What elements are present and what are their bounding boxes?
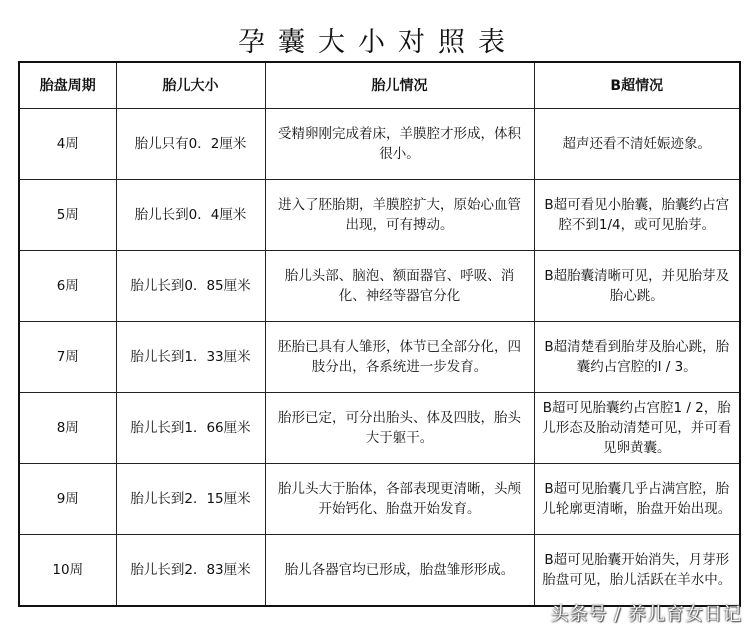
- cell-ultrasound: B超可见胎囊几乎占满宫腔，胎儿轮廓更清晰，胎盘开始出现。: [534, 464, 740, 535]
- cell-fetal-size: 胎儿长到2．83厘米: [116, 535, 265, 607]
- cell-ultrasound: B超可看见小胎囊，胎囊约占宫腔不到1/4，或可见胎芽。: [534, 180, 740, 251]
- header-fetal-condition: 胎儿情况: [265, 62, 534, 109]
- cell-fetal-size: 胎儿只有0．2厘米: [116, 109, 265, 180]
- cell-fetal-size: 胎儿长到0．85厘米: [116, 251, 265, 322]
- cell-ultrasound: 超声还看不清妊娠迹象。: [534, 109, 740, 180]
- gestational-sac-size-table: [18, 61, 741, 607]
- cell-week: 9周: [19, 464, 116, 535]
- cell-ultrasound: B超胎囊清晰可见，并见胎芽及胎心跳。: [534, 251, 740, 322]
- table-row: [19, 322, 740, 393]
- table-row: [19, 393, 740, 464]
- cell-ultrasound: B超可见胎囊约占宫腔1 / 2，胎儿形态及胎动清楚可见，并可看见卵黄囊。: [534, 393, 740, 464]
- cell-fetal-condition: 胎形已定，可分出胎头、体及四肢，胎头大于躯干。: [265, 393, 534, 464]
- cell-week: 8周: [19, 393, 116, 464]
- cell-fetal-condition: 胎儿头大于胎体，各部表现更清晰，头颅开始钙化、胎盘开始发育。: [265, 464, 534, 535]
- table-row: [19, 251, 740, 322]
- header-fetal-size: 胎儿大小: [116, 62, 265, 109]
- cell-fetal-condition: 胎儿头部、脑泡、额面器官、呼吸、消化、神经等器官分化: [265, 251, 534, 322]
- cell-week: 10周: [19, 535, 116, 607]
- cell-fetal-condition: 胎儿各器官均已形成，胎盘雏形形成。: [265, 535, 534, 607]
- cell-week: 5周: [19, 180, 116, 251]
- header-placenta-week: 胎盘周期: [19, 62, 116, 109]
- cell-ultrasound: B超清楚看到胎芽及胎心跳，胎囊约占宫腔的l / 3。: [534, 322, 740, 393]
- cell-fetal-condition: 受精卵刚完成着床，羊膜腔才形成，体积很小。: [265, 109, 534, 180]
- table-body: [19, 109, 740, 607]
- cell-fetal-condition: 胚胎已具有人雏形，体节已全部分化，四肢分出，各系统进一步发育。: [265, 322, 534, 393]
- table-row: [19, 535, 740, 607]
- table-row: [19, 109, 740, 180]
- cell-fetal-size: 胎儿长到1．33厘米: [116, 322, 265, 393]
- cell-ultrasound: B超可见胎囊开始消失，月芽形胎盘可见，胎儿活跃在羊水中。: [534, 535, 740, 607]
- table-header-row: [19, 62, 740, 109]
- table-row: [19, 180, 740, 251]
- page-title: 孕囊大小对照表: [238, 27, 518, 58]
- watermark: 头条号 / 养儿育女日记: [550, 604, 742, 625]
- cell-week: 7周: [19, 322, 116, 393]
- cell-fetal-size: 胎儿长到0．4厘米: [116, 180, 265, 251]
- cell-fetal-condition: 进入了胚胎期，羊膜腔扩大，原始心血管出现，可有搏动。: [265, 180, 534, 251]
- cell-week: 4周: [19, 109, 116, 180]
- table-row: [19, 464, 740, 535]
- cell-fetal-size: 胎儿长到2．15厘米: [116, 464, 265, 535]
- cell-week: 6周: [19, 251, 116, 322]
- cell-fetal-size: 胎儿长到1．66厘米: [116, 393, 265, 464]
- header-ultrasound-condition: B超情况: [534, 62, 740, 109]
